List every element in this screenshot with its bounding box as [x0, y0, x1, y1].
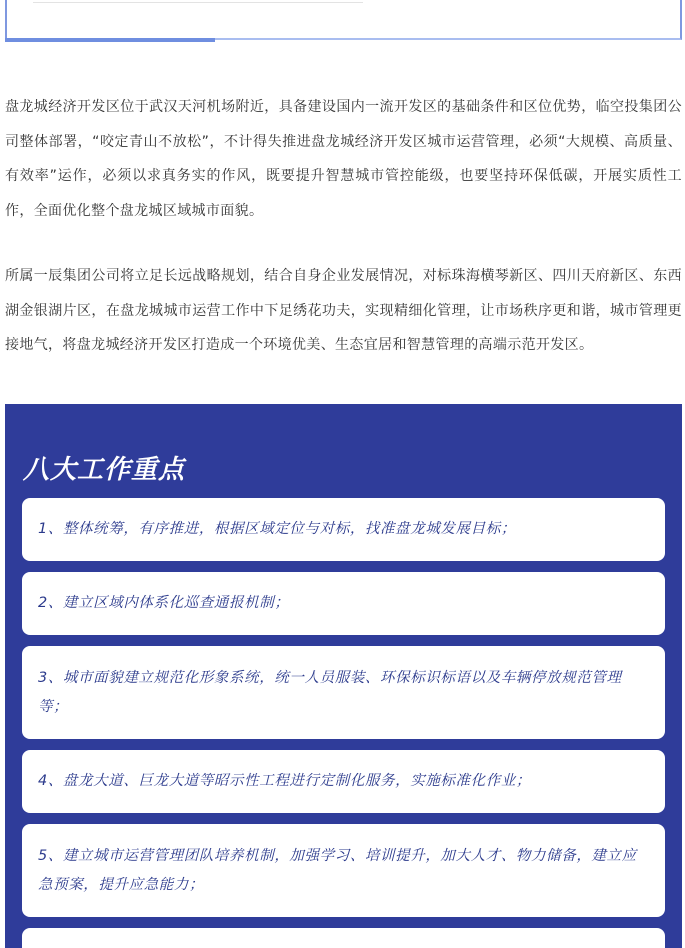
intro-paragraph-1: 盘龙城经济开发区位于武汉天河机场附近，具备建设国内一流开发区的基础条件和区位优势，临空投集团公司整体部署，“咬定青山不放松”，不计得失推进盘龙城经济开发区城市运营管理，必须“大规模、高质量、有效率”运作，必须以求真务实的作风，既要提升智慧城市管控能级，也要坚持环保低碳，开展实质性工作，全面优化整个盘龙城区域城市面貌。 [5, 99, 682, 219]
top-decorative-frame [5, 0, 682, 40]
work-focus-card-2 [22, 572, 665, 635]
work-focus-card-6 [22, 928, 665, 948]
work-focus-item-text: 4、盘龙大道、巨龙大道等昭示性工程进行定制化服务，实施标准化作业； [38, 773, 532, 789]
work-focus-item-text: 1、整体统筹，有序推进，根据区域定位与对标，找准盘龙城发展目标； [38, 521, 516, 537]
work-focus-item-text: 3、城市面貌建立规范化形象系统，统一人员服装、环保标识标语以及车辆停放规范管理等； [38, 669, 622, 715]
work-focus-panel [5, 404, 682, 948]
work-focus-item-text: 2、建立区域内体系化巡查通报机制； [38, 595, 290, 611]
intro-paragraph-2: 所属一辰集团公司将立足长远战略规划，结合自身企业发展情况，对标珠海横琴新区、四川天府新区、东西湖金银湖片区，在盘龙城城市运营工作中下足绣花功夫，实现精细化管理，让市场秩序更和谐，城市管理更接地气，将盘龙城经济开发区打造成一个环境优美、生态宜居和智慧管理的高端示范开发区。 [5, 268, 682, 353]
work-focus-card-1 [22, 498, 665, 561]
work-focus-card-5 [22, 824, 665, 917]
work-focus-item-text: 5、建立城市运营管理团队培养机制，加强学习、培训提升，加大人才、物力储备，建立应急预案，提升应急能力； [38, 847, 637, 893]
work-focus-card-3 [22, 646, 665, 739]
work-focus-title: 八大工作重点 [23, 455, 186, 485]
frame-divider [33, 2, 363, 3]
frame-accent-bar [5, 38, 215, 42]
work-focus-card-4 [22, 750, 665, 813]
